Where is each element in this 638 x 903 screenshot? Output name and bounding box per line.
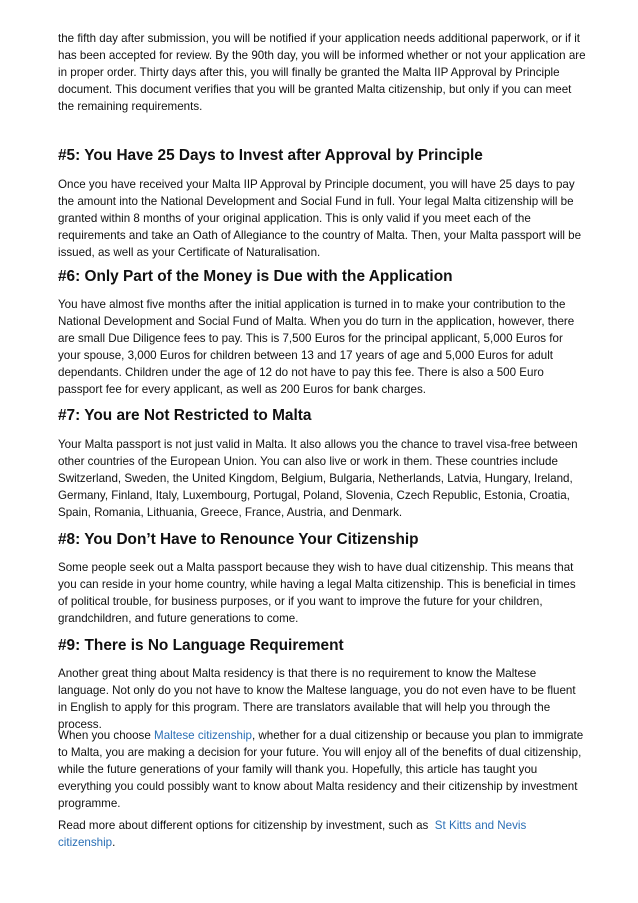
section-6-heading: #6: Only Part of the Money is Due with the Application [58, 268, 453, 285]
section-9-heading: #9: There is No Language Requirement [58, 637, 344, 654]
section-6-body: You have almost five months after the initial application is turned in to make your contribution to the National Development and Social Fund of Malta. When you do turn in the application, however, there are small Due Diligence fees to pay. This is 7,500 Euros for the principal applicant, 5,000 Euros for your spouse, 3,000 Euros for children between 13 and 17 years of age and 5,000 Euros for adult dependants. Children under the age of 12 do not have to pay this fee. There is also a 500 Euro passport fee for every applicant, as well as 200 Euros for bank charges. [58, 298, 575, 396]
closing-text-start: When you choose [58, 729, 155, 742]
read-more-paragraph [58, 818, 586, 852]
section-5-body: Once you have received your Malta IIP Approval by Principle document, you will have 25 days to pay the amount into the National Development and Social Fund in full. Your legal Malta citizenship will be granted within 8 months of your original application. This is only valid if you meet each of the requirements and take an Oath of Allegiance to the country of Malta. Then, your Malta passport will be issued, as well as your Certificate of Naturalisation. [58, 178, 582, 259]
closing-paragraph [58, 728, 586, 813]
section-7-body: Your Malta passport is not just valid in Malta. It also allows you the chance to travel visa-free between other countries of the European Union. You can also live or work in them. These countries include Switzerland, Sweden, the United Kingdom, Belgium, Bulgaria, Netherlands, Latvia, Hungary, Ireland, Germany, Finland, Italy, Luxembourg, Portugal, Poland, Slovenia, Czech Republic, Estonia, Croatia, Spain, Romania, Lithuania, Greece, France, Austria, and Denmark. [58, 438, 578, 519]
st-kitts-citizenship-link[interactable]: St Kitts and Nevis citizenship [58, 819, 530, 849]
section-9-body: Another great thing about Malta residency is that there is no requirement to know the Maltese language. Not only do you not have to know the Maltese language, you do not even have to be fluent in English to apply for this program. There are translators available that will help you through the process. [58, 667, 576, 731]
section-7-heading: #7: You are Not Restricted to Malta [58, 407, 312, 424]
intro-paragraph: the fifth day after submission, you will be notified if your application needs additional paperwork, or if it has been accepted for review. By the 90th day, you will be informed whether or not your application are in proper order. Thirty days after this, you will finally be granted the Malta IIP Approval by Principle document. This document verifies that you will be granted Malta citizenship, but only if you can meet the remaining requirements. [58, 32, 586, 113]
maltese-citizenship-link[interactable]: Maltese citizenship [154, 729, 252, 742]
section-5-heading: #5: You Have 25 Days to Invest after Approval by Principle [58, 147, 483, 164]
section-8-heading: #8: You Don’t Have to Renounce Your Citizenship [58, 531, 419, 548]
closing-text-end: , whether for a dual citizenship or because you plan to immigrate to Malta, you are making a decision for your future. You will enjoy all of the benefits of dual citizenship, while the future generations of your family will thank you. Hopefully, this article has taught you everything you could possibly want to know about Malta residency and their citizenship by investment programme. [58, 729, 584, 810]
section-8-body: Some people seek out a Malta passport because they wish to have dual citizenship. This means that you can reside in your home country, while having a legal Malta citizenship. This is beneficial in times of political trouble, for business purposes, or if you want to improve the future for your children, grandchildren, and future generations to come. [58, 561, 576, 625]
read-more-period: . [112, 835, 116, 849]
read-more-text: Read more about different options for citizenship by investment, such as [58, 819, 435, 832]
